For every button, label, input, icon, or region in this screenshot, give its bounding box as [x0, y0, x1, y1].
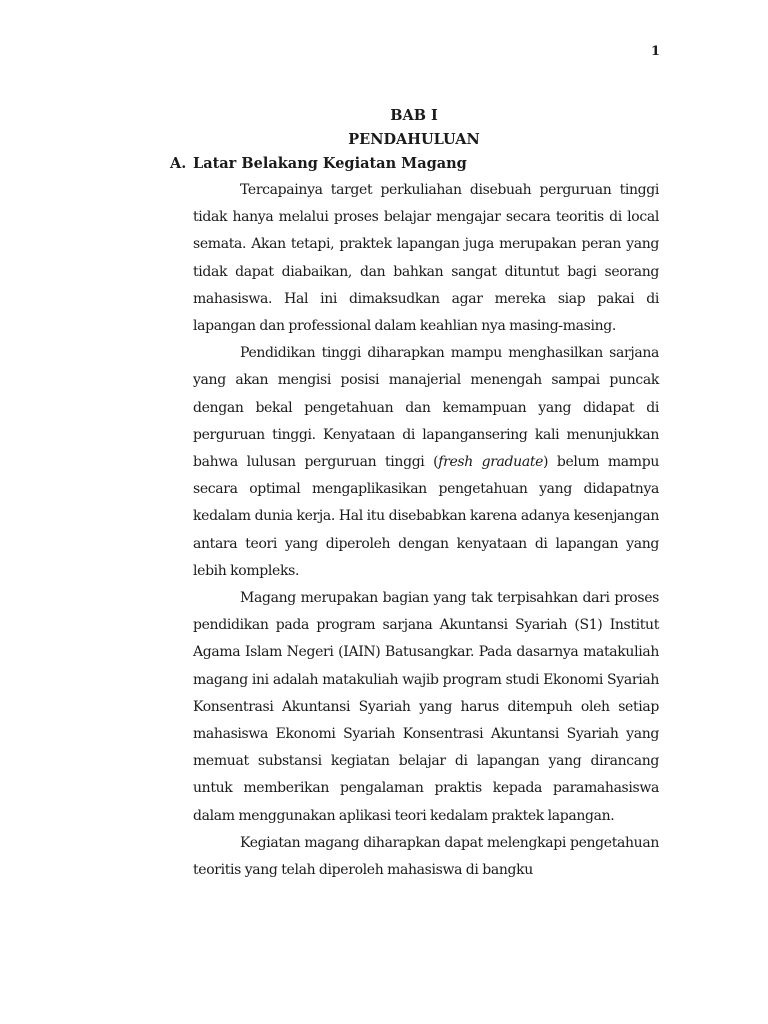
paragraph-2-text-after: ) belum mampu secara optimal mengaplikasikan pengetahuan yang didapatnya kedalam dunia kerja. Hal itu disebabkan karena adanya kesenjangan antara teori yang diperoleh dengan kenyataan di lapangan yang lebih kompleks. [193, 454, 660, 579]
paragraph-4: Kegiatan magang diharapkan dapat melengkapi pengetahuan teoritis yang telah diperoleh mahasiswa di bangku [193, 834, 659, 879]
section-title: Latar Belakang Kegiatan Magang [193, 155, 467, 172]
paragraph-2 [193, 340, 659, 585]
paragraph-1: Tercapainya target perkuliahan disebuah perguruan tinggi tidak hanya melalui proses belajar mengajar secara teoritis di local semata. Akan tetapi, praktek lapangan juga merupakan peran yang tidak dapat diabaikan, dan bahkan sangat dituntut bagi seorang mahasiswa. Hal ini dimaksudkan agar mereka siap pakai di lapangan dan professional dalam keahlian nya masing-masing. [193, 182, 659, 335]
page-number: 1 [650, 44, 660, 59]
paragraph-2-text-before: Pendidikan tinggi diharapkan mampu menghasilkan sarjana yang akan mengisi posisi manajerial menengah sampai puncak dengan bekal pengetahuan dan kemampuan yang didapat di perguruan tinggi. Kenyataan di lapangansering kali menunjukkan bahwa lulusan perguruan tinggi ( [193, 345, 659, 471]
paragraph-3: Magang merupakan bagian yang tak terpisahkan dari proses pendidikan pada program sarjana Akuntansi Syariah (S1) Institut Agama Islam Negeri (IAIN) Batusangkar. Pada dasarnya matakuliah magang ini adalah matakuliah wajib program studi Ekonomi Syariah Konsentrasi Akuntansi Syariah yang harus ditempuh oleh setiap mahasiswa Ekonomi Syariah Konsentrasi Akuntansi Syariah yang memuat substansi kegiatan belajar di lapangan yang dirancang untuk memberikan pengalaman praktis kepada paramahasiswa dalam menggunakan aplikasi teori kedalam praktek lapangan. [193, 590, 659, 824]
body-text [193, 177, 659, 884]
paragraph-2-italic-term: fresh graduate [438, 454, 544, 471]
chapter-label: BAB I [390, 107, 438, 124]
section-heading [170, 152, 658, 176]
chapter-heading [170, 104, 658, 152]
chapter-title: PENDAHULUAN [348, 131, 480, 148]
section-number: A. [170, 155, 187, 172]
